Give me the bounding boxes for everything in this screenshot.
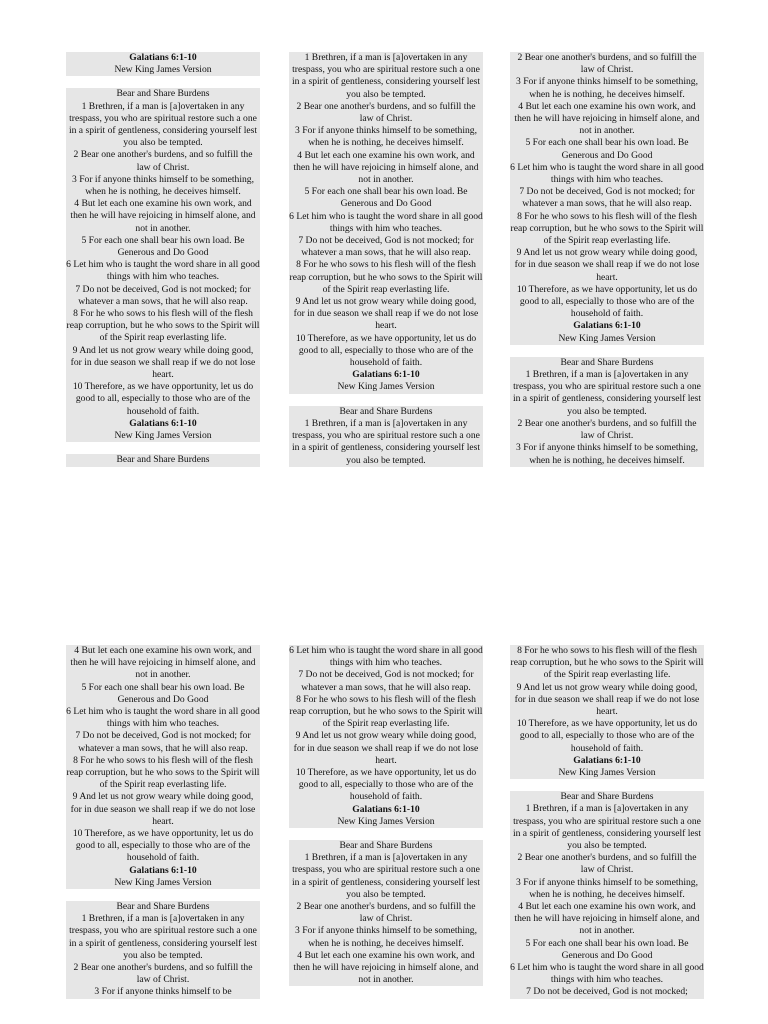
- verse-line: 4 But let each one examine his own work, and then he will have rejoicing in himself alone, and not in another.: [510, 901, 704, 938]
- verse-line: 9 And let us not grow weary while doing good, for in due season we shall reap if we do not lose heart.: [510, 247, 704, 284]
- verse-line: Bear and Share Burdens: [66, 901, 260, 913]
- verse-line: 1 Brethren, if a man is [a]overtaken in any trespass, you who are spiritual restore such a one in a spirit of gentleness, considering yourself lest you also be tempted.: [510, 369, 704, 418]
- blank-line: [66, 889, 260, 901]
- verse-line: 10 Therefore, as we have opportunity, let us do good to all, especially to those who are of the household of faith.: [289, 767, 483, 804]
- verse-line: 2 Bear one another's burdens, and so fulfill the law of Christ.: [66, 962, 260, 986]
- passage-heading: Galatians 6:1-10: [66, 865, 260, 877]
- verse-line: 4 But let each one examine his own work, and then he will have rejoicing in himself alone, and not in another.: [66, 198, 260, 235]
- blank-line: [66, 76, 260, 88]
- text-column-4: [64, 645, 262, 1024]
- verse-line: 10 Therefore, as we have opportunity, let us do good to all, especially to those who are of the household of faith.: [510, 718, 704, 755]
- verse-line: 5 For each one shall bear his own load. Be Generous and Do Good: [510, 137, 704, 161]
- verse-line: New King James Version: [289, 381, 483, 393]
- passage-heading: Galatians 6:1-10: [510, 320, 704, 332]
- verse-line: 3 For if anyone thinks himself to be something, when he is nothing, he deceives himself.: [289, 125, 483, 149]
- verse-line: Bear and Share Burdens: [66, 88, 260, 100]
- verse-line: 7 Do not be deceived, God is not mocked; for whatever a man sows, that he will also reap.: [66, 284, 260, 308]
- verse-line: Bear and Share Burdens: [510, 791, 704, 803]
- verse-line: 1 Brethren, if a man is [a]overtaken in any trespass, you who are spiritual restore such a one in a spirit of gentleness, considering yourself lest you also be tempted.: [289, 52, 483, 101]
- verse-line: 3 For if anyone thinks himself to be something, when he is nothing, he deceives himself.: [289, 925, 483, 949]
- verse-line: 7 Do not be deceived, God is not mocked; for whatever a man sows, that he will also reap.: [510, 186, 704, 210]
- passage-heading: Galatians 6:1-10: [510, 755, 704, 767]
- verse-line: 3 For if anyone thinks himself to be something, when he is nothing, he deceives himself.: [510, 76, 704, 100]
- verse-line: 10 Therefore, as we have opportunity, let us do good to all, especially to those who are of the household of faith.: [510, 284, 704, 321]
- passage-heading: Galatians 6:1-10: [289, 804, 483, 816]
- verse-line: 8 For he who sows to his flesh will of the flesh reap corruption, but he who sows to the Spirit will of the Spirit reap everlasting life.: [289, 259, 483, 295]
- verse-line: 5 For each one shall bear his own load. Be Generous and Do Good: [510, 938, 704, 962]
- verse-line: 1 Brethren, if a man is [a]overtaken in any trespass, you who are spiritual restore such a one in a spirit of gentleness, considering yourself lest you also be tempted.: [66, 913, 260, 962]
- blank-line: [66, 442, 260, 454]
- verse-line: 6 Let him who is taught the word share in all good things with him who teaches.: [510, 962, 704, 986]
- text-column-5: [287, 645, 485, 1024]
- verse-line: 9 And let us not grow weary while doing good, for in due season we shall reap if we do not lose heart.: [289, 296, 483, 333]
- verse-line: 4 But let each one examine his own work, and then he will have rejoicing in himself alone, and not in another.: [289, 950, 483, 987]
- verse-line: 6 Let him who is taught the word share in all good things with him who teaches.: [289, 210, 483, 234]
- verse-line: 2 Bear one another's burdens, and so fulfill the law of Christ.: [510, 52, 704, 76]
- text-column-2: [287, 52, 485, 512]
- passage-heading: Galatians 6:1-10: [66, 418, 260, 430]
- verse-line: Bear and Share Burdens: [289, 406, 483, 418]
- verse-line: New King James Version: [289, 816, 483, 828]
- verse-line: 3 For if anyone thinks himself to be something, when he is nothing, he deceives himself.: [510, 442, 704, 466]
- verse-line: 8 For he who sows to his flesh will of the flesh reap corruption, but he who sows to the Spirit will of the Spirit reap everlasting life.: [289, 693, 483, 730]
- verse-line: 7 Do not be deceived, God is not mocked; for whatever a man sows, that he will also reap.: [289, 669, 483, 693]
- verse-line: 10 Therefore, as we have opportunity, let us do good to all, especially to those who are of the household of faith.: [66, 828, 260, 865]
- verse-line: New King James Version: [66, 877, 260, 889]
- verse-line: New King James Version: [510, 333, 704, 345]
- blank-line: [289, 394, 483, 406]
- verse-line: 2 Bear one another's burdens, and so fulfill the law of Christ.: [510, 852, 704, 876]
- verse-line: 5 For each one shall bear his own load. Be Generous and Do Good: [289, 186, 483, 210]
- verse-line: 1 Brethren, if a man is [a]overtaken in any trespass, you who are spiritual restore such a one in a spirit of gentleness, considering yourself lest you also be tempted.: [66, 101, 260, 150]
- verse-line: 3 For if anyone thinks himself to be something, when he is nothing, he deceives himself.: [66, 174, 260, 198]
- verse-line: 10 Therefore, as we have opportunity, let us do good to all, especially to those who are of the household of faith.: [289, 333, 483, 370]
- passage-heading: Galatians 6:1-10: [289, 369, 483, 381]
- text-column-6: [508, 645, 706, 1024]
- verse-line: 1 Brethren, if a man is [a]overtaken in any trespass, you who are spiritual restore such a one in a spirit of gentleness, considering yourself lest you also be tempted.: [289, 852, 483, 901]
- verse-line: 9 And let us not grow weary while doing good, for in due season we shall reap if we do not lose heart.: [289, 730, 483, 767]
- verse-line: 7 Do not be deceived, God is not mocked;: [510, 986, 704, 998]
- passage-heading: Galatians 6:1-10: [66, 52, 260, 64]
- verse-line: 2 Bear one another's burdens, and so fulfill the law of Christ.: [66, 149, 260, 173]
- verse-line: 6 Let him who is taught the word share in all good things with him who teaches.: [66, 259, 260, 283]
- verse-line: New King James Version: [66, 430, 260, 442]
- verse-line: 7 Do not be deceived, God is not mocked; for whatever a man sows, that he will also reap.: [66, 730, 260, 754]
- verse-line: New King James Version: [66, 64, 260, 76]
- verse-line: 5 For each one shall bear his own load. Be Generous and Do Good: [66, 235, 260, 259]
- blank-line: [510, 345, 704, 357]
- verse-line: 6 Let him who is taught the word share in all good things with him who teaches.: [66, 706, 260, 730]
- verse-line: 5 For each one shall bear his own load. Be Generous and Do Good: [66, 682, 260, 706]
- verse-line: New King James Version: [510, 767, 704, 779]
- verse-line: 2 Bear one another's burdens, and so fulfill the law of Christ.: [289, 901, 483, 925]
- verse-line: 1 Brethren, if a man is [a]overtaken in any trespass, you who are spiritual restore such a one in a spirit of gentleness, considering yourself lest you also be tempted.: [510, 803, 704, 852]
- verse-line: 2 Bear one another's burdens, and so fulfill the law of Christ.: [289, 101, 483, 125]
- verse-line: 2 Bear one another's burdens, and so fulfill the law of Christ.: [510, 418, 704, 442]
- blank-line: [510, 779, 704, 791]
- verse-line: 8 For he who sows to his flesh will of the flesh reap corruption, but he who sows to the Spirit will of the Spirit reap everlasting life.: [66, 754, 260, 791]
- verse-line: 8 For he who sows to his flesh will of the flesh reap corruption, but he who sows to the Spirit will of the Spirit reap everlasting life.: [66, 308, 260, 344]
- verse-line: Bear and Share Burdens: [510, 357, 704, 369]
- verse-line: 3 For if anyone thinks himself to be something, when he is nothing, he deceives himself.: [510, 877, 704, 901]
- verse-line: 9 And let us not grow weary while doing good, for in due season we shall reap if we do not lose heart.: [66, 345, 260, 382]
- verse-line: 9 And let us not grow weary while doing good, for in due season we shall reap if we do not lose heart.: [66, 791, 260, 828]
- verse-line: 8 For he who sows to his flesh will of the flesh reap corruption, but he who sows to the Spirit will of the Spirit reap everlasting life.: [510, 210, 704, 247]
- verse-line: 6 Let him who is taught the word share in all good things with him who teaches.: [510, 161, 704, 186]
- verse-line: 1 Brethren, if a man is [a]overtaken in any trespass, you who are spiritual restore such a one in a spirit of gentleness, considering yourself lest you also be tempted.: [289, 418, 483, 467]
- blank-line: [289, 828, 483, 840]
- verse-line: Bear and Share Burdens: [289, 840, 483, 852]
- verse-line: 9 And let us not grow weary while doing good, for in due season we shall reap if we do not lose heart.: [510, 682, 704, 719]
- text-column-3: [508, 52, 706, 522]
- text-column-1: [64, 52, 262, 512]
- verse-line: 4 But let each one examine his own work, and then he will have rejoicing in himself alone, and not in another.: [66, 645, 260, 682]
- verse-line: 7 Do not be deceived, God is not mocked; for whatever a man sows, that he will also reap.: [289, 235, 483, 259]
- verse-line: Bear and Share Burdens: [66, 454, 260, 466]
- verse-line: 4 But let each one examine his own work, and then he will have rejoicing in himself alone, and not in another.: [510, 101, 704, 138]
- verse-line: 4 But let each one examine his own work, and then he will have rejoicing in himself alone, and not in another.: [289, 150, 483, 187]
- verse-line: 3 For if anyone thinks himself to be: [66, 986, 260, 998]
- verse-line: 10 Therefore, as we have opportunity, let us do good to all, especially to those who are of the household of faith.: [66, 381, 260, 418]
- verse-line: 6 Let him who is taught the word share in all good things with him who teaches.: [289, 645, 483, 669]
- verse-line: 8 For he who sows to his flesh will of the flesh reap corruption, but he who sows to the Spirit will of the Spirit reap everlasting life.: [510, 645, 704, 681]
